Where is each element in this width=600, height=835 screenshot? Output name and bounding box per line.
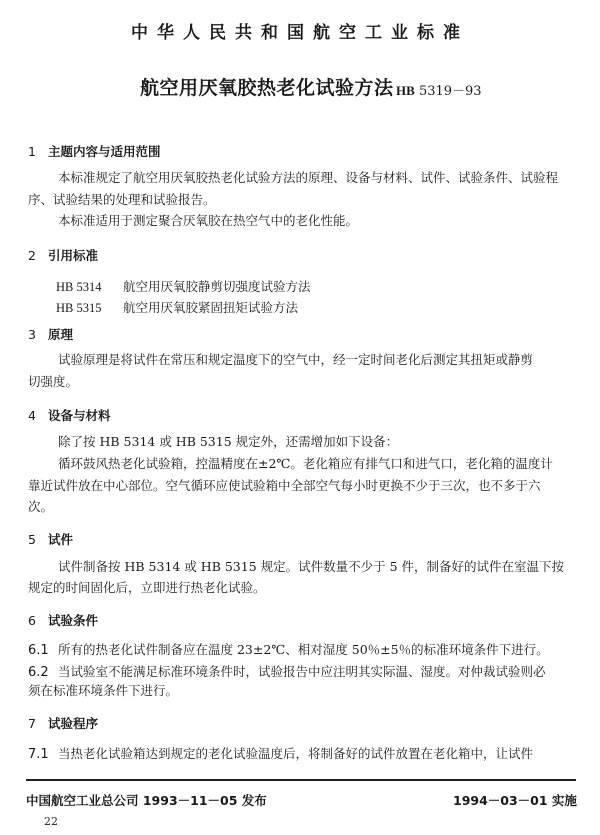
reference-item: HB 5314 航空用厌氧胶静剪切强度试验方法 bbox=[56, 279, 311, 294]
section-heading-5: 5 试件 bbox=[28, 532, 74, 547]
paragraph: 除了按 HB 5314 或 HB 5315 规定外，还需增加如下设备： bbox=[58, 434, 399, 449]
paragraph: 靠近试件放在中心部位。空气循环应使试验箱中全部空气每小时更换不少于三次，也不多于六 bbox=[28, 478, 541, 493]
page-number: 22 bbox=[44, 815, 58, 828]
paragraph: 切强度。 bbox=[28, 374, 79, 389]
issued-date: 中国航空工业总公司 1993－11－05 发布 bbox=[26, 793, 267, 808]
section-heading-6: 6 试验条件 bbox=[28, 613, 99, 628]
reference-item: HB 5315 航空用厌氧胶紧固扭矩试验方法 bbox=[56, 300, 299, 315]
clause-6-1: 6.1 所有的热老化试件制备应在温度 23±2℃、相对湿度 50％±5％的标准环境条件下进行。 bbox=[28, 642, 549, 658]
section-heading-3: 3 原理 bbox=[28, 327, 74, 342]
clause-continuation: 须在标准环境条件下进行。 bbox=[28, 683, 179, 698]
section-heading-1: 1 主题内容与适用范围 bbox=[28, 144, 161, 159]
document-title: 航空用厌氧胶热老化试验方法 bbox=[140, 77, 394, 99]
effective-date: 1994－03－01 实施 bbox=[453, 793, 577, 808]
paragraph: 序、试验结果的处理和试验报告。 bbox=[28, 192, 216, 207]
clause-7-1: 7.1 当热老化试验箱达到规定的老化试验温度后，将制备好的试件放置在老化箱中，让试件 bbox=[28, 746, 534, 762]
paragraph: 本标准适用于测定聚合厌氧胶在热空气中的老化性能。 bbox=[58, 213, 359, 228]
clause-6-2: 6.2 当试验室不能满足标准环境条件时，试验报告中应注明其实际温、湿度。对仲裁试验则必 bbox=[28, 664, 546, 680]
paragraph: 次。 bbox=[28, 499, 54, 514]
code-prefix: HB bbox=[396, 83, 415, 98]
paragraph: 试验原理是将试件在常压和规定温度下的空气中，经一定时间老化后测定其扭矩或静剪 bbox=[58, 352, 534, 367]
section-heading-4: 4 设备与材料 bbox=[28, 408, 111, 423]
document-code bbox=[396, 80, 482, 99]
standard-name: 中华人民共和国航空工业标准 bbox=[131, 23, 469, 43]
paragraph: 本标准规定了航空用厌氧胶热老化试验方法的原理、设备与材料、试件、试验条件、试验程 bbox=[58, 170, 559, 185]
section-heading-2: 2 引用标准 bbox=[28, 248, 99, 263]
paragraph: 循环鼓风热老化试验箱，控温精度在±2℃。老化箱应有排气口和进气口，老化箱的温度计 bbox=[58, 456, 553, 471]
footer-divider bbox=[26, 779, 576, 781]
section-heading-7: 7 试验程序 bbox=[28, 716, 99, 731]
paragraph: 规定的时间固化后，立即进行热老化试验。 bbox=[28, 580, 266, 595]
code-number: 5319－93 bbox=[418, 84, 482, 99]
paragraph: 试件制备按 HB 5314 或 HB 5315 规定。试件数量不少于 5 件，制备好的试件在室温下按 bbox=[58, 559, 565, 574]
